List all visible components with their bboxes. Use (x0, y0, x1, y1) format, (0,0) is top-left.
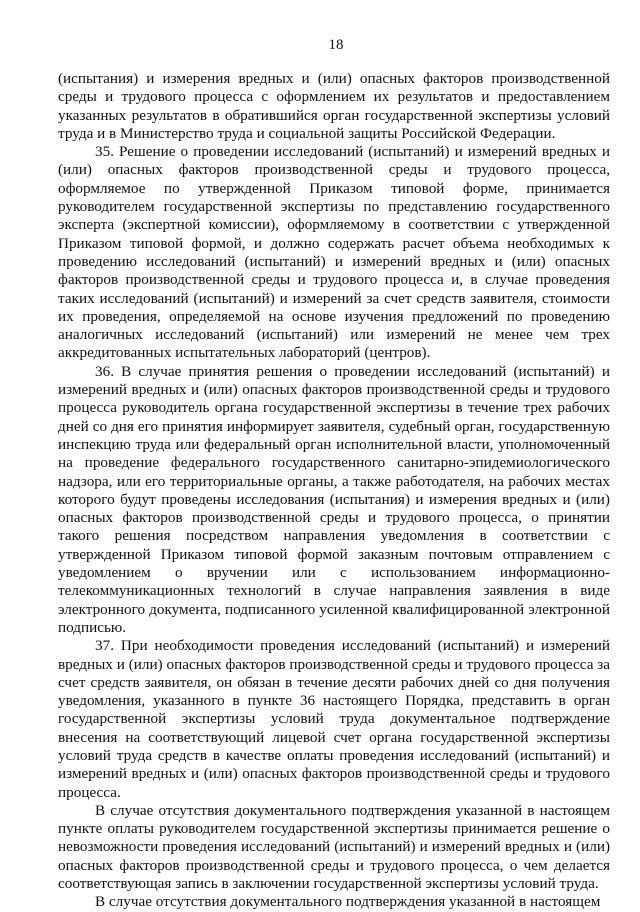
paragraph-37: 37. При необходимости проведения исследований (испытаний) и измерений вредных и (или) опасных факторов производственной среды и трудового процесса за счет средств заявителя, он обязан в течение десяти рабочих дней со дня получения уведомления, указанного в пункте 36 настоящего Порядка, представить в орган государственной экспертизы условий труда документальное подтверждение внесения на соответствующий лицевой счет органа государственной экспертизы условий труда средств в качестве оплаты проведения исследований (испытаний) и измерений вредных и (или) опасных факторов производственной среды и трудового процесса. (58, 637, 610, 801)
paragraph-35: 35. Решение о проведении исследований (испытаний) и измерений вредных и (или) опасных факторов производственной среды и трудового процесса, оформляемое по утвержденной Приказом типовой форме, принимается руководителем государственной экспертизы по представлению государственного эксперта (экспертной комиссии), оформляемому в соответствии с утвержденной Приказом типовой формой, и должно содержать расчет объема необходимых к проведению исследований (испытаний) и измерений вредных и (или) опасных факторов производственной среды и трудового процесса и, в случае проведения таких исследований (испытаний) и измерений за счет средств заявителя, стоимости их проведения, определяемой на основе изучения предложений по проведению аналогичных исследований (испытаний) или измерений не менее чем трех аккредитованных испытательных лабораторий (центров). (58, 143, 610, 362)
page-number: 18 (328, 37, 344, 53)
paragraph-37-truncated: В случае отсутствия документального подтверждения указанной в настоящем (95, 893, 601, 911)
paragraph-continuation: (испытания) и измерения вредных и (или) опасных факторов производственной среды и трудового процесса с оформлением их результатов и предоставлением указанных результатов в обратившийся орган государственной экспертизы условий труда и в Министерство труда и социальной защиты Российской Федерации. (58, 70, 610, 142)
paragraph-37-no-payment: В случае отсутствия документального подтверждения указанной в настоящем пункте оплаты руководителем государственной экспертизы принимается решение о невозможности проведения исследований (испытаний) и измерений вредных и (или) опасных факторов производственной среды и трудового процесса, о чем делается соответствующая запись в заключении государственной экспертизы условий труда. (58, 801, 610, 893)
paragraph-36: 36. В случае принятия решения о проведении исследований (испытаний) и измерений вредных и (или) опасных факторов производственной среды и трудового процесса руководитель органа государственной экспертизы в течение трех рабочих дней со дня его принятия информирует заявителя, судебный орган, государственную инспекцию труда или федеральный орган исполнительной власти, уполномоченный на проведение федерального государственного санитарно-эпидемиологического надзора, или его территориальные органы, а также работодателя, на рабочих местах которого будут проведены исследования (испытания) и измерения вредных и (или) опасных факторов производственной среды и трудового процесса, о принятии такого решения посредством направления уведомления в соответствии с утвержденной Приказом типовой формой заказным почтовым отправлением с уведомлением о вручении или с использованием информационно-телекоммуникационных технологий в случае направления заявления в виде электронного документа, подписанного усиленной квалифицированной электронной подписью. (58, 362, 610, 636)
